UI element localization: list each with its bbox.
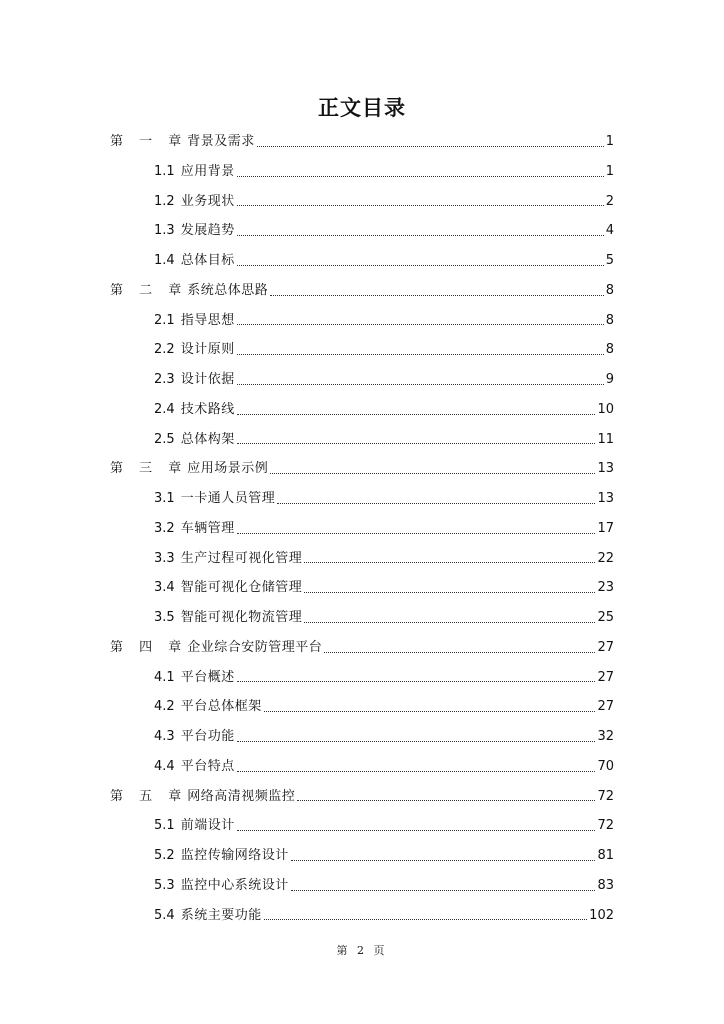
dot-leader bbox=[324, 642, 595, 654]
toc-entry-page: 70 bbox=[597, 758, 614, 774]
dot-leader bbox=[277, 493, 595, 505]
dot-leader bbox=[237, 225, 604, 237]
dot-leader bbox=[237, 195, 604, 207]
dot-leader bbox=[291, 880, 596, 892]
toc-chapter-entry[interactable] bbox=[110, 633, 614, 663]
toc-section-entry[interactable] bbox=[110, 395, 614, 425]
toc-entry-page: 5 bbox=[605, 253, 614, 268]
toc-entry-label: 总体目标 bbox=[180, 253, 235, 268]
toc-chapter-entry[interactable] bbox=[110, 782, 614, 812]
toc-entry-number: 第 五 章 bbox=[110, 788, 188, 804]
toc-entry-number: 4.2 bbox=[154, 699, 175, 715]
toc-entry-label: 智能可视化物流管理 bbox=[180, 610, 303, 625]
toc-section-entry[interactable] bbox=[110, 365, 614, 395]
toc-entry-label: 背景及需求 bbox=[187, 134, 255, 149]
toc-entry-page: 102 bbox=[589, 907, 614, 923]
dot-leader bbox=[237, 374, 604, 386]
toc-entry-number: 4.3 bbox=[154, 729, 175, 744]
dot-leader bbox=[270, 285, 603, 297]
toc-section-entry[interactable] bbox=[110, 752, 614, 782]
toc-entry-number: 2.1 bbox=[154, 312, 175, 328]
toc-section-entry[interactable] bbox=[110, 603, 614, 633]
toc-entry-number: 1.1 bbox=[154, 163, 175, 179]
toc-section-entry[interactable] bbox=[110, 484, 614, 514]
dot-leader bbox=[237, 255, 604, 267]
toc-entry-number: 第 三 章 bbox=[110, 461, 188, 477]
dot-leader bbox=[237, 761, 596, 773]
toc-entry-page: 72 bbox=[597, 788, 614, 804]
toc-entry-label: 网络高清视频监控 bbox=[187, 788, 296, 804]
toc-chapter-entry[interactable] bbox=[110, 127, 614, 157]
toc-entry-page: 27 bbox=[597, 639, 614, 655]
toc-entry-page: 8 bbox=[605, 312, 614, 328]
toc-entry-number: 1.4 bbox=[154, 253, 175, 268]
toc-entry-number: 第 二 章 bbox=[110, 282, 188, 298]
toc-entry-page: 23 bbox=[597, 580, 614, 596]
toc-title: 正文目录 bbox=[318, 96, 406, 120]
toc-section-entry[interactable] bbox=[110, 901, 614, 931]
page-footer: 第 2 页 bbox=[336, 944, 388, 957]
toc-entry-label: 应用场景示例 bbox=[187, 461, 269, 477]
toc-entry-label: 设计原则 bbox=[180, 342, 235, 358]
toc-section-entry[interactable] bbox=[110, 514, 614, 544]
toc-entry-label: 企业综合安防管理平台 bbox=[187, 639, 323, 655]
toc-section-entry[interactable] bbox=[110, 871, 614, 901]
toc-section-entry[interactable] bbox=[110, 544, 614, 574]
toc-entry-number: 3.5 bbox=[154, 610, 175, 625]
toc-entry-number: 2.3 bbox=[154, 372, 175, 387]
toc-chapter-entry[interactable] bbox=[110, 276, 614, 306]
toc-entry-page: 8 bbox=[605, 282, 614, 298]
toc-entry-page: 8 bbox=[605, 342, 614, 358]
toc-section-entry[interactable] bbox=[110, 573, 614, 603]
dot-leader bbox=[291, 850, 596, 862]
toc-entry-label: 系统主要功能 bbox=[180, 907, 262, 923]
toc-section-entry[interactable] bbox=[110, 306, 614, 336]
toc-section-entry[interactable] bbox=[110, 692, 614, 722]
dot-leader bbox=[237, 314, 604, 326]
toc-entry-label: 技术路线 bbox=[180, 401, 235, 417]
toc-entry-label: 监控中心系统设计 bbox=[180, 877, 289, 893]
toc-section-entry[interactable] bbox=[110, 157, 614, 187]
toc-section-entry[interactable] bbox=[110, 335, 614, 365]
toc-entry-label: 平台概述 bbox=[180, 669, 235, 685]
toc-section-entry[interactable] bbox=[110, 425, 614, 455]
toc-entry-number: 3.2 bbox=[154, 520, 175, 536]
toc-entry-page: 17 bbox=[597, 520, 614, 536]
toc-entry-number: 3.4 bbox=[154, 580, 175, 596]
toc-entry-label: 生产过程可视化管理 bbox=[180, 550, 303, 566]
toc-section-entry[interactable] bbox=[110, 246, 614, 276]
toc-entry-number: 2.2 bbox=[154, 342, 175, 358]
toc-entry-number: 1.2 bbox=[154, 193, 175, 209]
toc-entry-page: 10 bbox=[597, 401, 614, 417]
toc-entry-page: 1 bbox=[605, 163, 614, 179]
toc-entry-page: 27 bbox=[597, 699, 614, 715]
toc-entry-number: 4.1 bbox=[154, 669, 175, 685]
toc-entry-label: 业务现状 bbox=[180, 193, 235, 209]
dot-leader bbox=[237, 166, 604, 178]
toc-entry-page: 4 bbox=[605, 223, 614, 239]
toc-entry-page: 72 bbox=[597, 818, 614, 834]
toc-entry-number: 1.3 bbox=[154, 223, 175, 239]
toc-entry-page: 25 bbox=[597, 610, 614, 625]
toc-entry-page: 81 bbox=[597, 848, 614, 863]
dot-leader bbox=[237, 523, 596, 535]
dot-leader bbox=[264, 909, 587, 921]
toc-entry-number: 2.4 bbox=[154, 401, 175, 417]
dot-leader bbox=[237, 731, 596, 743]
toc-entry-label: 智能可视化仓储管理 bbox=[180, 580, 303, 596]
toc-section-entry[interactable] bbox=[110, 722, 614, 752]
toc-entry-page: 2 bbox=[605, 193, 614, 209]
toc-entry-number: 3.3 bbox=[154, 550, 175, 566]
toc-entry-number: 第 一 章 bbox=[110, 134, 188, 149]
dot-leader bbox=[304, 582, 595, 594]
dot-leader bbox=[257, 136, 604, 148]
toc-entry-label: 应用背景 bbox=[180, 163, 235, 179]
toc-entry-label: 平台特点 bbox=[180, 758, 235, 774]
toc-entry-label: 发展趋势 bbox=[180, 223, 235, 239]
toc-entry-number: 5.2 bbox=[154, 848, 175, 863]
toc-entry-number: 5.4 bbox=[154, 907, 175, 923]
toc-section-entry[interactable] bbox=[110, 841, 614, 871]
toc-section-entry[interactable] bbox=[110, 663, 614, 693]
dot-leader bbox=[304, 612, 595, 624]
toc-entry-page: 27 bbox=[597, 669, 614, 685]
toc-section-entry[interactable] bbox=[110, 216, 614, 246]
dot-leader bbox=[304, 552, 595, 564]
dot-leader bbox=[237, 344, 604, 356]
toc-section-entry[interactable] bbox=[110, 187, 614, 217]
toc-entry-label: 设计依据 bbox=[180, 372, 235, 387]
toc-entry-page: 11 bbox=[597, 431, 614, 447]
toc-entry-page: 83 bbox=[597, 877, 614, 893]
toc-entry-page: 22 bbox=[597, 550, 614, 566]
toc-entry-label: 监控传输网络设计 bbox=[180, 848, 289, 863]
dot-leader bbox=[237, 671, 596, 683]
toc-entry-number: 2.5 bbox=[154, 431, 175, 447]
dot-leader bbox=[297, 790, 595, 802]
toc-entry-page: 13 bbox=[597, 461, 614, 477]
dot-leader bbox=[237, 404, 596, 416]
toc-entry-number: 第 四 章 bbox=[110, 639, 188, 655]
toc-entry-page: 13 bbox=[597, 491, 614, 506]
dot-leader bbox=[237, 820, 596, 832]
toc-entry-page: 1 bbox=[605, 134, 614, 149]
toc-entry-label: 平台功能 bbox=[180, 729, 235, 744]
toc-entry-label: 系统总体思路 bbox=[187, 282, 269, 298]
toc-entry-page: 32 bbox=[597, 729, 614, 744]
dot-leader bbox=[270, 463, 595, 475]
toc-entry-label: 平台总体框架 bbox=[180, 699, 262, 715]
toc-entry-page: 9 bbox=[605, 372, 614, 387]
toc-entry-label: 指导思想 bbox=[180, 312, 235, 328]
toc-entry-label: 总体构架 bbox=[180, 431, 235, 447]
toc-entry-label: 一卡通人员管理 bbox=[180, 491, 276, 506]
toc-entry-number: 5.1 bbox=[154, 818, 175, 834]
dot-leader bbox=[237, 433, 596, 445]
toc-entry-label: 车辆管理 bbox=[180, 520, 235, 536]
toc-entry-label: 前端设计 bbox=[180, 818, 235, 834]
toc-entry-number: 4.4 bbox=[154, 758, 175, 774]
dot-leader bbox=[264, 701, 596, 713]
toc-entry-number: 3.1 bbox=[154, 491, 175, 506]
toc-section-entry[interactable] bbox=[110, 811, 614, 841]
toc-chapter-entry[interactable] bbox=[110, 454, 614, 484]
table-of-contents bbox=[110, 127, 614, 930]
toc-entry-number: 5.3 bbox=[154, 877, 175, 893]
